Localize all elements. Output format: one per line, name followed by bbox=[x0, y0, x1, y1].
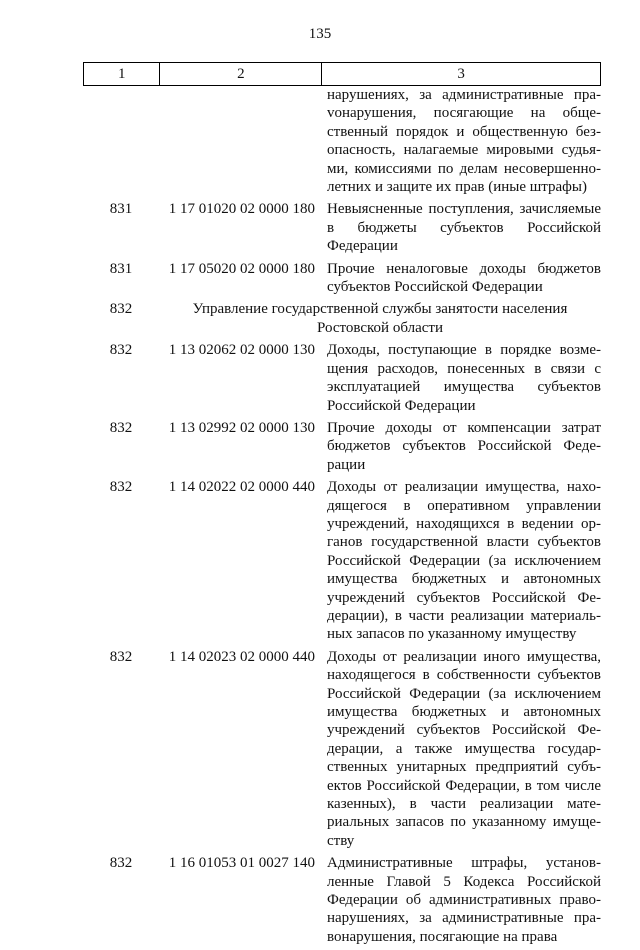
table-row bbox=[83, 200, 601, 255]
revenue-description: Прочие доходы от компенсации затрат бюджетов субъектов Российской Федерации bbox=[327, 419, 601, 473]
revenue-table-body bbox=[83, 86, 601, 950]
admin-code: 831 bbox=[109, 260, 133, 277]
revenue-code bbox=[159, 86, 321, 196]
admin-code: 832 bbox=[109, 648, 133, 665]
revenue-description: Прочие неналоговые доходы бюджетов субъектов Российской Федерации bbox=[327, 260, 601, 296]
admin-code: 832 bbox=[109, 419, 133, 436]
revenue-description: Доходы от реализации имущества, находящегося в оперативном управлении учреждений, находящихся в ведении органов государственной власти субъектов Российской Федерации (за исключением имущества бюджетных и автономных учреждений субъектов Российской Федерации), в части реализации материальных запасов по указанному имуществу bbox=[327, 479, 601, 643]
admin-code: 832 bbox=[109, 342, 133, 359]
revenue-description: Доходы от реализации иного имущества, находящегося в собственности субъектов Российской Федерации (за исключением имущества бюджетных и автономных учреждений субъектов Российской Федерации, а также имущества государственных унитарных предприятий субъектов Российской Федерации, в том числе казенных), в части реализации материальных запасов по указанному имуществу bbox=[327, 648, 601, 849]
column-header-row bbox=[83, 62, 601, 86]
header-col-3: 3 bbox=[322, 63, 601, 86]
page-number: 135 bbox=[308, 26, 332, 42]
section-row bbox=[83, 300, 601, 337]
admin-code bbox=[83, 86, 159, 196]
table-row bbox=[83, 478, 601, 644]
table-row bbox=[83, 648, 601, 850]
revenue-code: 1 14 02023 02 0000 440 bbox=[168, 648, 315, 665]
revenue-code: 1 13 02062 02 0000 130 bbox=[168, 342, 315, 359]
header-col-2: 2 bbox=[160, 63, 322, 86]
table-row bbox=[83, 419, 601, 474]
admin-code: 832 bbox=[109, 855, 133, 872]
revenue-code: 1 14 02022 02 0000 440 bbox=[168, 479, 315, 496]
revenue-code: 1 17 01020 02 0000 180 bbox=[168, 201, 315, 218]
revenue-description: Доходы, поступающие в порядке возмещения расходов, понесенных в связи с эксплуатацией имущества субъектов Российской Федерации bbox=[327, 342, 601, 414]
revenue-code: 1 16 01053 01 0027 140 bbox=[168, 855, 315, 872]
table-row bbox=[83, 260, 601, 297]
admin-code: 832 bbox=[109, 301, 133, 318]
table-row bbox=[83, 86, 601, 196]
admin-code: 831 bbox=[109, 201, 133, 218]
revenue-description: Административные штрафы, установленные Главой 5 Кодекса Российской Федерации об административных правонарушениях, за административные правонарушения, посягающие на права bbox=[327, 855, 601, 945]
table-row bbox=[83, 341, 601, 415]
revenue-code: 1 13 02992 02 0000 130 bbox=[168, 419, 315, 436]
revenue-description: Невыясненные поступления, зачисляемые в бюджеты субъектов Российской Федерации bbox=[327, 201, 601, 255]
revenue-code: 1 17 05020 02 0000 180 bbox=[168, 260, 315, 277]
table-row bbox=[83, 854, 601, 946]
revenue-description: нарушениях, за административные праvонарушения, посягающие на общественный порядок и общественную безопасность, налагаемые мировыми судьями, комиссиями по делам несовершеннолетних и защите их прав (иные штрафы) bbox=[327, 87, 601, 196]
admin-code: 832 bbox=[109, 479, 133, 496]
section-title: Управление государственной службы занятости населения Ростовской области bbox=[192, 301, 568, 336]
header-col-1: 1 bbox=[84, 63, 160, 86]
